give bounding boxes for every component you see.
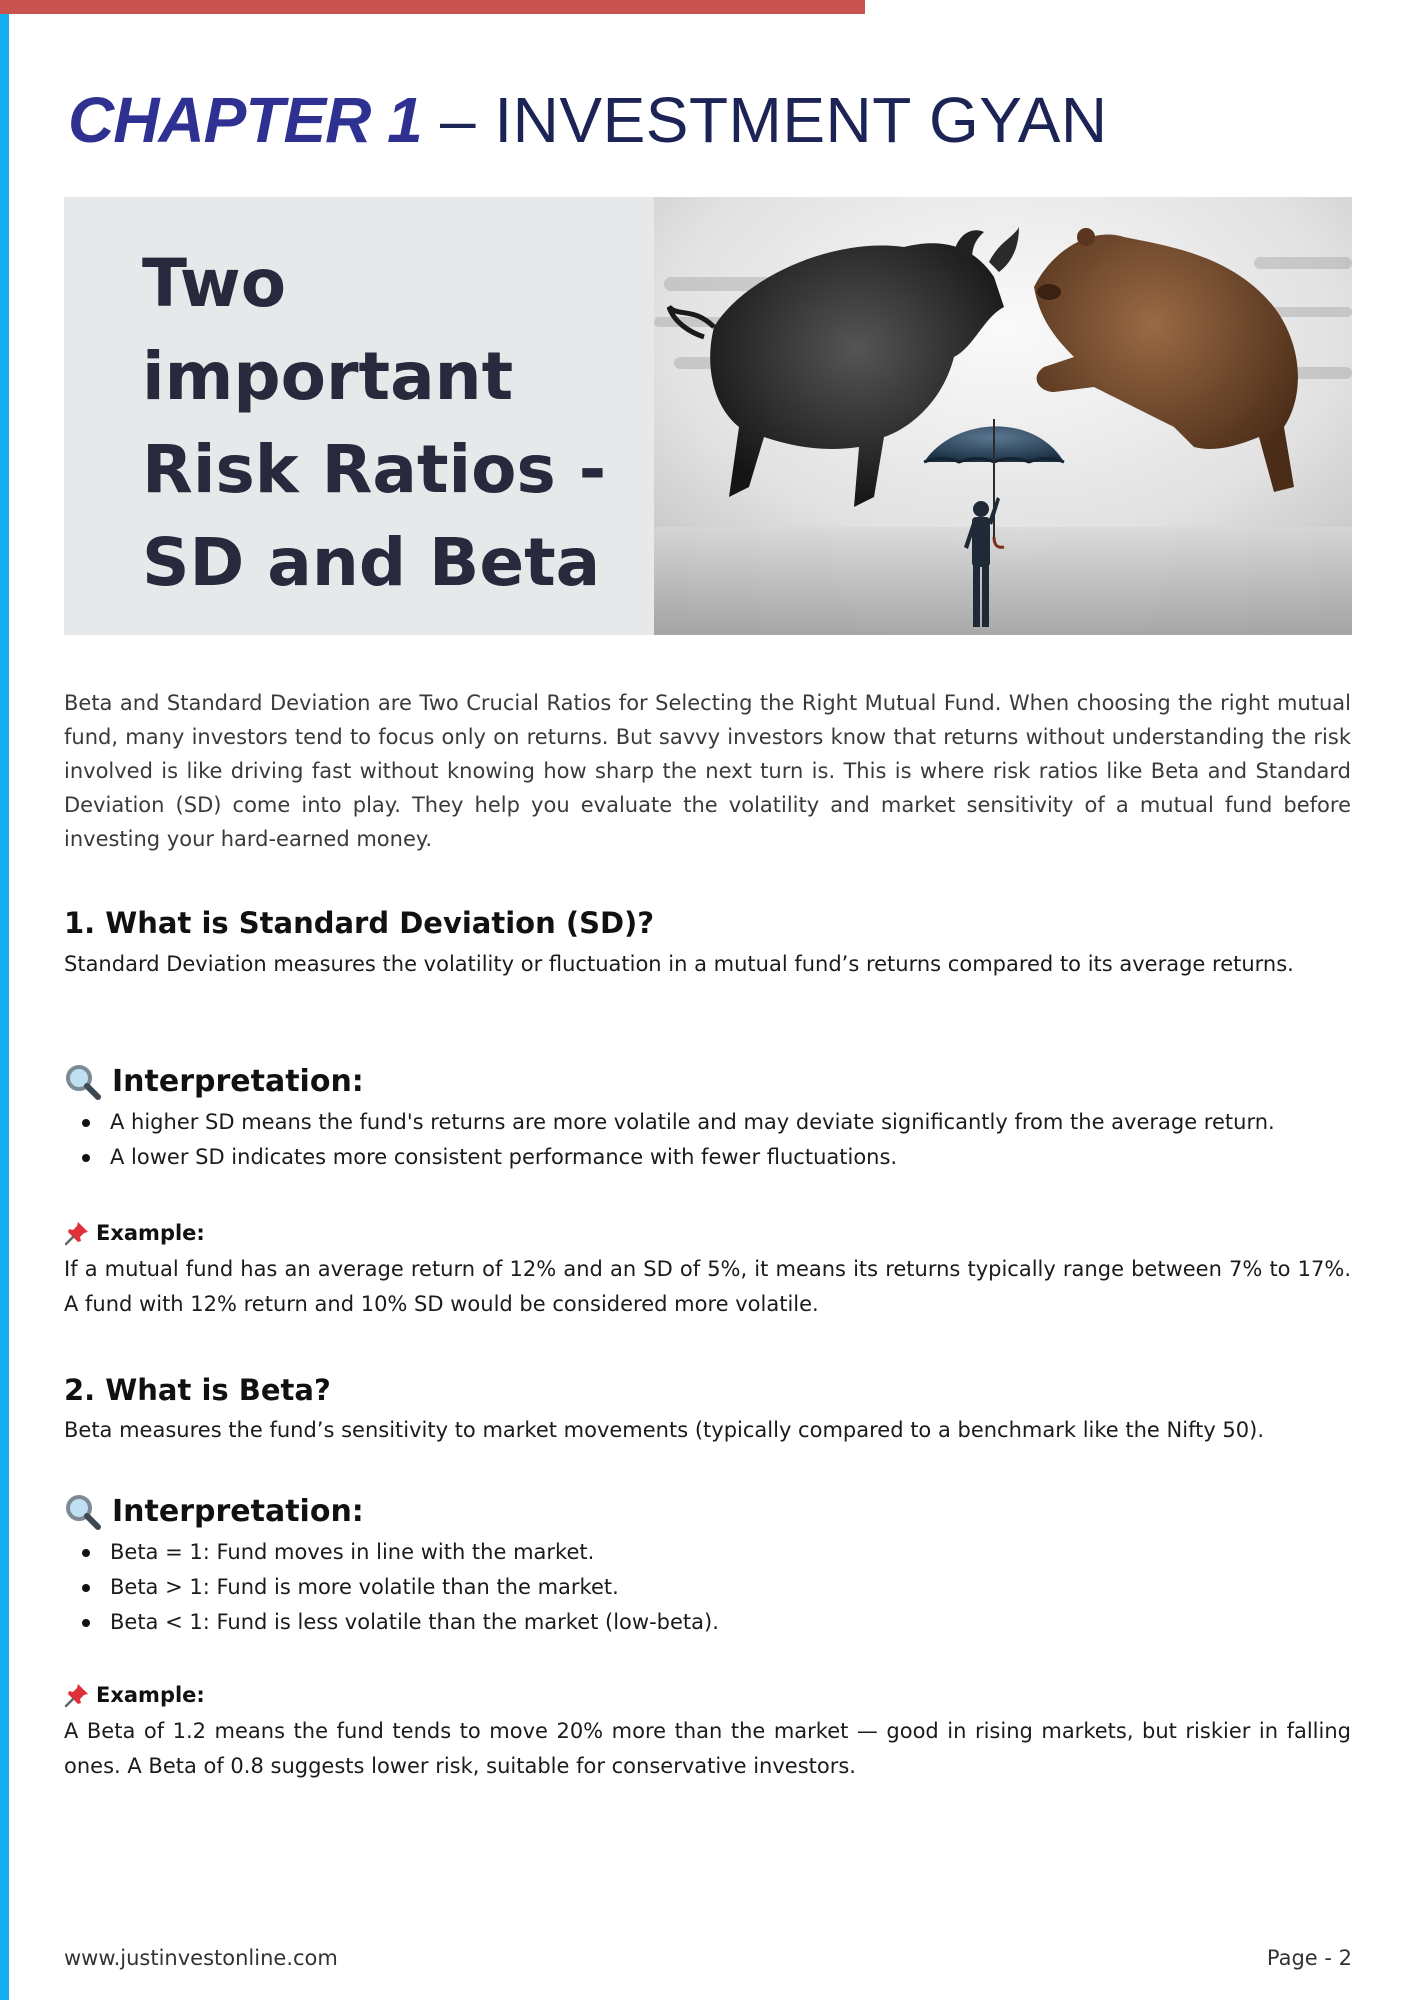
section2-bullet-list: [64, 1535, 1351, 1640]
section2-interpretation-label: Interpretation:: [112, 1494, 364, 1529]
section1-interpretation-heading: [64, 1062, 364, 1102]
chapter-title: [68, 80, 1108, 160]
section2-interpretation-heading: [64, 1492, 364, 1532]
list-item: Beta < 1: Fund is less volatile than the market (low-beta).: [64, 1605, 1351, 1640]
list-item: A higher SD means the fund's returns are more volatile and may deviate significantly from the average return.: [64, 1105, 1351, 1140]
section1-example-label: [64, 1218, 205, 1248]
left-accent-bar: [0, 0, 9, 2000]
section2-example-label: [64, 1680, 205, 1710]
hero-title: Two important Risk Ratios - SD and Beta: [142, 245, 607, 601]
chapter-title-text: – INVESTMENT GYAN: [421, 84, 1108, 156]
section1-interpretation-label: Interpretation:: [112, 1064, 364, 1099]
section2-description: Beta measures the fund’s sensitivity to market movements (typically compared to a benchmark like the Nifty 50).: [64, 1418, 1265, 1442]
section2-example-text-label: Example:: [96, 1683, 205, 1707]
list-item: Beta > 1: Fund is more volatile than the market.: [64, 1570, 1351, 1605]
top-accent-bar: [0, 0, 865, 14]
section2-example-text: A Beta of 1.2 means the fund tends to move 20% more than the market — good in rising markets, but riskier in falling ones. A Beta of 0.8 suggests lower risk, suitable for conservative investors.: [64, 1719, 1351, 1778]
section1-example-text-label: Example:: [96, 1221, 205, 1245]
pushpin-icon: [64, 1220, 90, 1246]
list-item: A lower SD indicates more consistent performance with fewer fluctuations.: [64, 1140, 1351, 1175]
bull-bear-umbrella-illustration: [654, 197, 1352, 635]
section1-heading: 1. What is Standard Deviation (SD)?: [64, 906, 655, 940]
magnifying-glass-icon: [64, 1063, 102, 1101]
footer-website-link[interactable]: www.justinvestonline.com: [64, 1946, 338, 1970]
magnifying-glass-icon: [64, 1493, 102, 1531]
section1-bullet-list: [64, 1105, 1351, 1175]
hero-banner: [64, 197, 1352, 635]
section1-example-text: If a mutual fund has an average return of 12% and an SD of 5%, it means its returns typically range between 7% to 17%. A fund with 12% return and 10% SD would be considered more volatile.: [64, 1257, 1351, 1316]
section1-description: Standard Deviation measures the volatility or fluctuation in a mutual fund’s returns compared to its average returns.: [64, 952, 1294, 976]
footer-page-number: Page - 2: [1266, 1946, 1352, 1970]
intro-paragraph: Beta and Standard Deviation are Two Crucial Ratios for Selecting the Right Mutual Fund. When choosing the right mutual fund, many investors tend to focus only on returns. But savvy investors know that returns without understanding the risk involved is like driving fast without knowing how sharp the next turn is. This is where risk ratios like Beta and Standard Deviation (SD) come into play. They help you evaluate the volatility and market sensitivity of a mutual fund before investing your hard-earned money.: [64, 691, 1351, 851]
pushpin-icon: [64, 1682, 90, 1708]
chapter-label: CHAPTER 1: [68, 84, 422, 156]
section2-heading: 2. What is Beta?: [64, 1373, 331, 1407]
list-item: Beta = 1: Fund moves in line with the market.: [64, 1535, 1351, 1570]
